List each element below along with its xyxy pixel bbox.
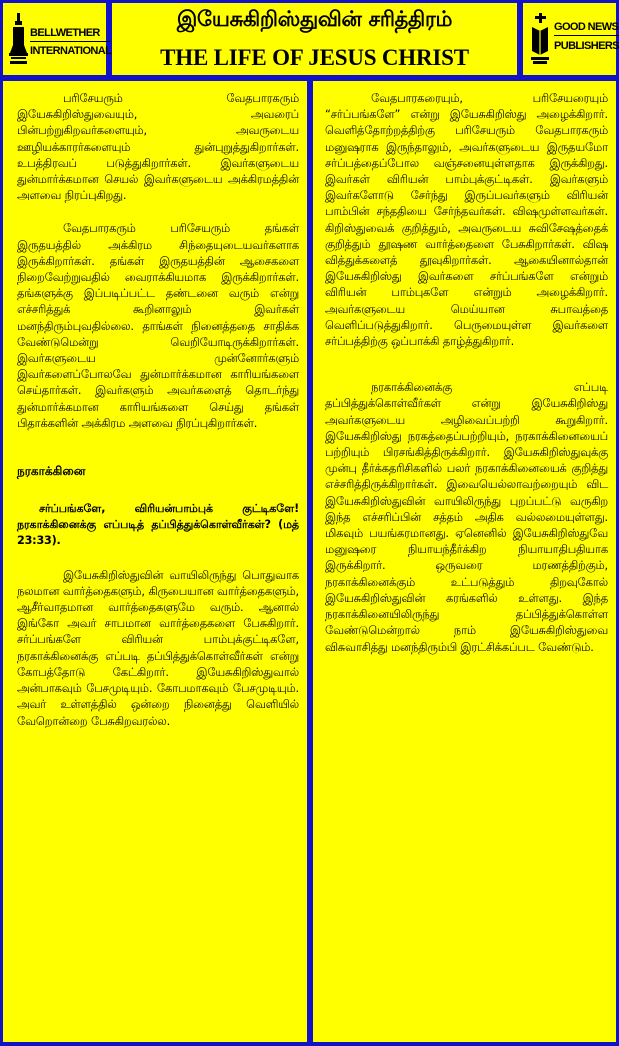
right-paragraph-1: வேதபாரகரையும், பரிசேயரையும் “சர்ப்பங்களே” என்று இயேசுகிறிஸ்து அழைக்கிறார். வெளித்தோற்றத்திற்கு பரிசேயரும் வேதபாரகரும் மனுஷராக இருந்தாலும், அவர்களுடைய இருதயமோ சர்ப்பத்தைப்போல வஞ்சனையுள்ளதாக இருக்கிறது. இவர்கள் விரியன் பாம்புக்குட்டிகள். இவர்களும் இவர்களோடு சேர்ந்து இருப்பவர்களும் விரியன் பாம்பின் சந்ததியை சேர்ந்தவர்கள். விஷமுள்ளவர்கள். கிறிஸ்துவைக் குறித்தும், அவருடைய சுவிசேஷத்தைக் குறித்தும் தூஷண வார்த்தைளை பேசுகிறார்கள். விஷ வித்துக்களைத் தூவுகிறார்கள். ஆகையினால்தான் இயேசுகிறிஸ்து இவர்களை சர்ப்பங்களே என்றும் விரியன் பாம்புகளே என்றும் அழைக்கிறார். அவர்களுடைய மெய்யான சுபாவத்தை வெளிப்படுத்துகிறார். பெருமையுள்ள இவர்களை சர்ப்பத்திற்கு ஒப்பாக்கி தாழ்த்துகிறார். [325, 91, 608, 349]
bellwether-logo [3, 3, 112, 75]
scripture-quote: சர்ப்பங்களே, விரியன்பாம்புக் குட்டிகளே! நரகாக்கினைக்கு எப்படித் தப்பித்துக்கொள்வீர்கள்? (மத் 23:33). [17, 502, 299, 548]
open-book-logo-icon [529, 13, 551, 65]
good-news-logo [523, 3, 619, 75]
section-heading: நரகாக்கினை [17, 464, 86, 479]
logo-right-line2: PUBLISHERS [554, 40, 619, 52]
logo-left-line1: BELLWETHER [30, 26, 110, 42]
bell-logo-icon [9, 13, 29, 65]
page-title-english: THE LIFE OF JESUS CHRIST [160, 45, 469, 70]
left-paragraph-3: இயேசுகிறிஸ்துவின் வாயிலிருந்து பொதுவாக நலமான வார்த்தைகளும், கிருபையான வார்த்தைகளும், ஆசீர்வாதமான வார்த்தைகளுமே வரும். ஆனால் இங்கோ அவர் சாபமான வார்த்தைகளை பேசுகிறார். சர்ப்பங்களே விரியன் பாம்புக்குட்டிகளே, நரகாக்கினைக்கு எப்படி தப்பித்துக்கொள்வீர்கள் என்று கோபத்தோடு கேட்கிறார். இயேசுகிறிஸ்துவால் அன்பாகவும் பேசமுடியும். கோபமாகவும் பேசமுடியும். அவர் உள்ளத்தில் ஒன்றை நினைத்து வெளியில் வேறொன்றை பேசுகிறவரல்ல. [17, 567, 299, 728]
right-paragraph-2: நரகாக்கினைக்கு எப்படி தப்பித்துக்கொள்வீர்கள் என்று இயேசுகிறிஸ்து அவர்களுடைய அழிவைப்பற்றி கூறுகிறார். இயேசுகிறிஸ்து நரகத்தைப்பற்றியும், நரகாக்கினையைப் பற்றியும் பிரசங்கித்திருக்கிறார். இயேசுகிறிஸ்துவுக்கு முன்பு தீர்க்கதரிசிகளில் பலர் நரகாக்கினையைக் குறித்து எச்சரித்திருக்கிறார்கள். இவையெல்லாவற்றையும் விட இயேசுகிறிஸ்துவின் வாயிலிருந்து புறப்பட்டு வருகிற இந்த எச்சரிப்பின் சத்தம் அதிக வல்லமையுள்ளது. மிகவும் பயங்கரமானது. ஏனெனில் இயேசுகிறிஸ்துவே மனுஷரை நியாயந்தீர்க்கிற நியாயாதிபதியாக இருக்கிறார். ஒருவரை மரணத்திற்கும், நரகாக்கினைக்கும் உட்படுத்தும் திறவுகோல் இயேசுகிறிஸ்துவின் கரங்களில் உள்ளது. இந்த நரகாக்கினையிலிருந்து தப்பித்துக்கொள்ள வேண்டுமென்றால் நாம் இயேசுகிறிஸ்துவை விசுவாசித்து மனந்திரும்பி இரட்சிக்கப்பட வேண்டும். [325, 380, 608, 654]
left-column [3, 81, 307, 1042]
page-title-tamil: இயேசுகிறிஸ்துவின் சரித்திரம் [176, 7, 453, 31]
title-banner [112, 3, 517, 75]
left-paragraph-2: வேதபாரகரும் பரிசேயரும் தங்கள் இருதயத்தில் அக்கிரம சிந்தையுடையவர்களாக இருக்கிறார்கள். தங்கள் இருதயத்தின் ஆசைகளை நிறைவேற்றுவதில் வைராக்கியமாக இருக்கிறார்கள். தங்களுக்கு இப்படிப்பட்ட தண்டனை வரும் என்று எச்சரித்துக் கூறினாலும் இவர்கள் மனந்திரும்புவதில்லை. தாங்கள் நினைத்ததை சாதிக்க வேண்டுமென்று வெறியோடிருக்கிறார்கள். இவர்களுடைய முன்னோர்களும் இவர்களைப்போலவே துன்மார்க்கமான காரியங்களை செய்தார்கள். இவர்களும் அவர்களைத் தொடர்ந்து துன்மார்க்கமான காரியங்களை செய்து தங்கள் பிதாக்களின் அக்கிரம அளவை நிரப்புகிறார்கள். [17, 221, 299, 430]
left-paragraph-1: பரிசேயரும் வேதபாரகரும் இயேசுகிறிஸ்துவையும், அவரைப் பின்பற்றுகிறவர்களையும், அவருடைய ஊழியக்காரர்களையும் துன்புறுத்துகிறார்கள். உபத்திரவப் படுத்துகிறார்கள். இவர்களுடைய துன்மார்க்கமான செயல் இவர்களுடைய அக்கிரமத்தின் அளவை நிரப்புகிறது. [17, 91, 299, 203]
right-column [313, 81, 616, 1042]
logo-right-line1: GOOD NEWS [554, 20, 619, 36]
logo-left-line2: INTERNATIONAL [30, 45, 112, 57]
